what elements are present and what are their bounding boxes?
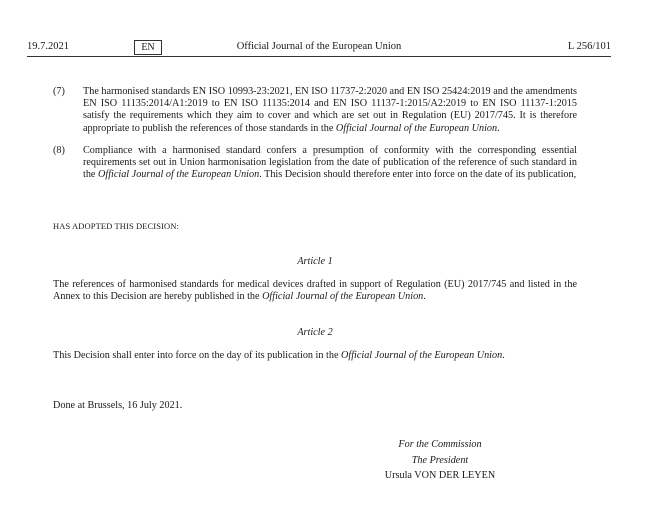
article-2-title: Article 2 — [297, 327, 333, 338]
recital-number: (8) — [53, 144, 65, 156]
page-header — [27, 41, 611, 57]
recital-item — [53, 86, 577, 135]
recitals — [53, 86, 577, 191]
article-2-text: This Decision shall enter into force on the day of its publication in the Official Journal of the European Union. — [53, 350, 505, 361]
journal-title: Official Journal of the European Union — [236, 41, 402, 52]
article-1-title: Article 1 — [297, 256, 333, 267]
article-1-text: The references of harmonised standards for medical devices drafted in support of Regulation (EU) 2017/745 and listed in the Annex to this Decision are hereby published in the Official Journal of the European Union. — [53, 279, 577, 303]
recital-item — [53, 145, 577, 182]
header-divider — [27, 56, 611, 57]
signature-line-2: The President — [411, 454, 469, 466]
adopted-statement: HAS ADOPTED THIS DECISION: — [53, 221, 179, 231]
signature-block — [340, 437, 540, 484]
language-badge: EN — [134, 40, 162, 55]
done-at-text: Done at Brussels, 16 July 2021. — [53, 400, 183, 411]
recital-text: The harmonised standards EN ISO 10993-23:2021, EN ISO 11737-2:2020 and EN ISO 25424:2019 and the amendments EN ISO 11135:2014/A1:2019 to EN ISO 11135:2014 and EN ISO 11137-1:2015/A2:2019 to EN ISO 11137-1:2015 satisfy the requirements which they aim to cover and which are set out in Regulation (EU) 2017/745. It is therefore appropriate to publish the references of those standards in the Official Journal of the European Union. — [83, 86, 577, 134]
signature-line-1: For the Commission — [398, 439, 482, 450]
signatory-name: Ursula VON DER LEYEN — [384, 470, 496, 481]
recital-number: (7) — [53, 86, 65, 97]
page-reference: L 256/101 — [567, 41, 611, 52]
recital-text: Compliance with a harmonised standard confers a presumption of conformity with the corresponding essential requirements set out in Union harmonisation legislation from the date of publication of the reference of such standard in the Official Journal of the European Union. This Decision should therefore enter into force on the date of its publication, — [83, 144, 577, 181]
header-date: 19.7.2021 — [27, 41, 69, 52]
